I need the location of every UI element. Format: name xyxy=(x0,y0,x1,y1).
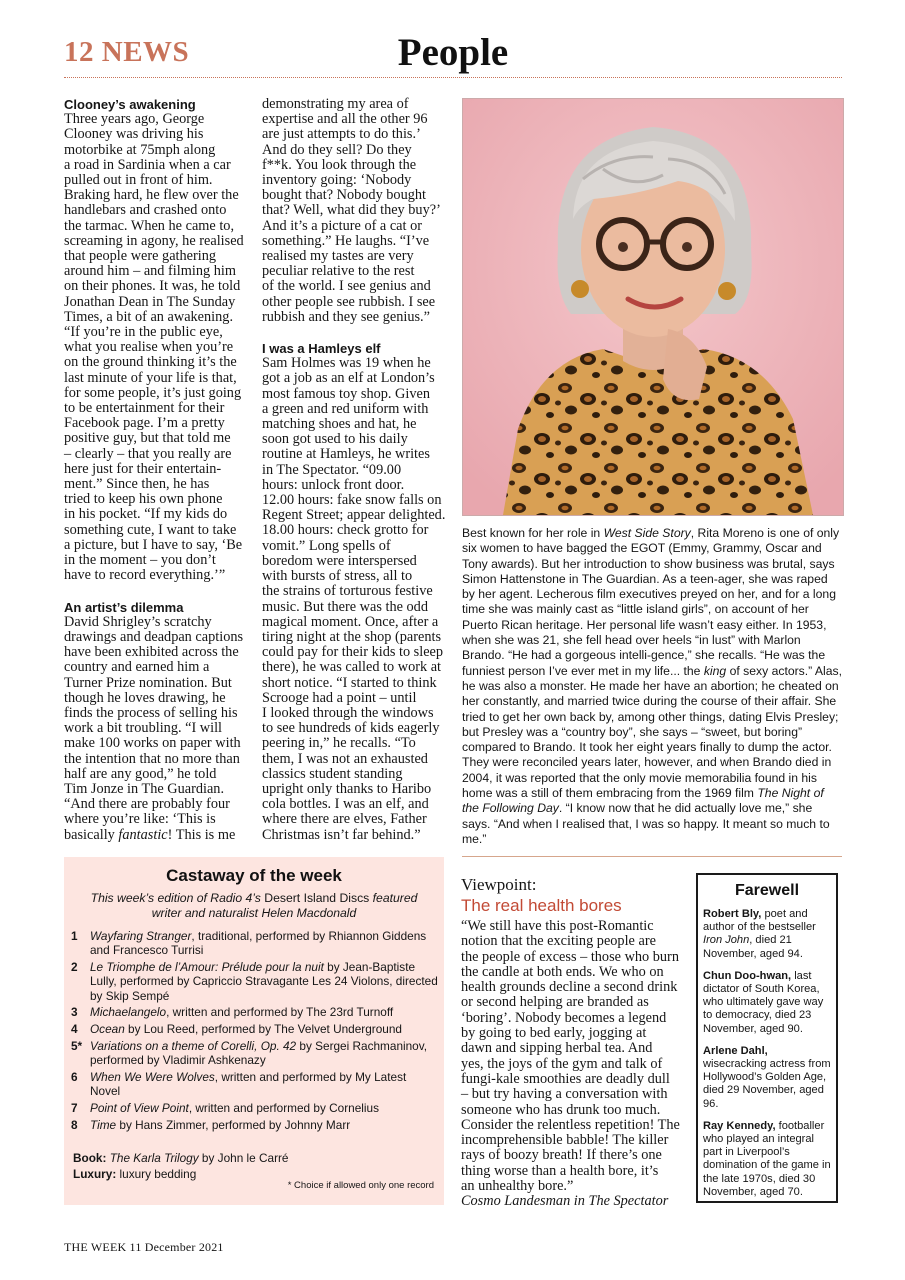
text-line: matching shoes and hat, he xyxy=(262,416,417,433)
shrigley-continued xyxy=(262,97,447,325)
text-line: realised my tastes are very xyxy=(262,248,414,265)
track-title: Time xyxy=(90,1118,117,1133)
text-line: Tim Jonze in The Guardian. xyxy=(64,780,225,797)
text-line: yes, the joys of the gym and talk of xyxy=(461,1055,663,1072)
track-number: 2 xyxy=(71,960,78,975)
text-line: Jonathan Dean in The Sunday xyxy=(64,293,236,310)
text-line: the intention that no more than xyxy=(64,750,240,767)
text-line: ment.” Since then, he has xyxy=(64,476,210,493)
text-line: by going to bed early, jogging at xyxy=(461,1025,647,1042)
text-line: dawn and sipping herbal tea. And xyxy=(461,1040,653,1057)
text-line: someone who has drunk too much. xyxy=(461,1101,661,1118)
text-line: where there are elves, Father xyxy=(262,811,427,828)
text-line: around him – and filming him xyxy=(64,263,236,280)
text-line: upright only thanks to Haribo xyxy=(262,780,432,797)
text-line: ‘boring’. Nobody becomes a legend xyxy=(461,1009,667,1026)
text-line: “If you’re in the public eye, xyxy=(64,324,223,341)
text-line: a picture, but I have to say, ‘Be xyxy=(64,536,243,553)
farewell-list xyxy=(703,908,831,1199)
track-title: Variations on a theme of Corelli, Op. 42 xyxy=(90,1039,297,1054)
hamleys-heading: I was a Hamleys elf xyxy=(262,341,381,357)
farewell-box xyxy=(696,873,838,1203)
text-line: Regent Street; appear delighted. xyxy=(262,507,446,524)
page-number: 12 NEWS xyxy=(64,36,190,68)
text-line: notion that the exciting people are xyxy=(461,933,656,950)
track-number: 1 xyxy=(71,929,78,943)
text-line: here just for their entertain- xyxy=(64,460,222,477)
viewpoint-body xyxy=(461,919,683,1194)
farewell-entry: Chun Doo-hwan, last dictator of South Korea, who ultimately gave way to democracy, died 23 November, aged 90. xyxy=(703,969,824,1035)
viewpoint-attribution: Cosmo Landesman in The Spectator xyxy=(461,1193,669,1210)
track-title: Wayfaring Stranger xyxy=(90,929,192,943)
text-line: a green and red uniform with xyxy=(262,400,429,417)
header-divider xyxy=(64,77,842,78)
text-line: screaming in agony, he realised xyxy=(64,232,244,249)
text-line: And it’s a picture of a cat or xyxy=(262,217,422,234)
track-credit: by Hans Zimmer, performed by Johnny Marr xyxy=(116,1118,351,1133)
track-item xyxy=(71,1070,439,1098)
shrigley-last-line: basically fantastic! This is me xyxy=(64,826,236,843)
text-line: pulled out in front of him. xyxy=(64,172,213,189)
text-line: I looked through the windows xyxy=(262,704,434,721)
track-number: 7 xyxy=(71,1101,78,1116)
text-line: got a job as an elf at London’s xyxy=(262,370,435,387)
portrait-illustration xyxy=(463,99,843,515)
text-line: on their phones. It was, he told xyxy=(64,278,241,295)
track-title: Le Triomphe de l’Amour: Prélude pour la nuit xyxy=(90,960,324,975)
track-title: Point of View Point xyxy=(90,1101,189,1116)
portrait-photo xyxy=(462,98,844,516)
text-line: to see hundreds of kids eagerly xyxy=(262,720,440,737)
track-credit: , written and performed by The 23rd Turnoff xyxy=(166,1005,394,1020)
text-line: tried to keep his own phone xyxy=(64,491,223,508)
track-item xyxy=(71,929,439,957)
text-line: positive guy, but that told me xyxy=(64,430,231,447)
text-line: Christmas isn’t far behind.” xyxy=(262,826,421,843)
text-line: other people see rubbish. I see xyxy=(262,293,436,310)
text-line: that? Well, what did they buy?’ xyxy=(262,202,441,219)
track-number: 4 xyxy=(71,1022,78,1037)
page-footer: THE WEEK 11 December 2021 xyxy=(64,1240,224,1254)
text-line: “We still have this post-Romantic xyxy=(461,918,654,934)
text-line: Braking hard, he flew over the xyxy=(64,187,239,204)
text-line: what you realise when you’re xyxy=(64,339,234,356)
text-line: Consider the relentless repetition! The xyxy=(461,1116,680,1133)
luxury-choice: Luxury: luxury bedding xyxy=(73,1167,197,1181)
text-line: Sam Holmes was 19 when he xyxy=(262,355,431,372)
track-item xyxy=(71,1039,439,1067)
track-title: Ocean xyxy=(90,1022,125,1037)
text-line: Three years ago, George xyxy=(64,111,205,128)
text-line: for some people, it’s just going xyxy=(64,384,242,401)
text-line: health grounds decline a second drink xyxy=(461,979,678,996)
text-line: expertise and all the other 96 xyxy=(262,111,428,128)
text-line: them, I was not an exhausted xyxy=(262,750,428,767)
text-line: David Shrigley’s scratchy xyxy=(64,613,212,630)
text-line: with bursts of stress, all to xyxy=(262,568,413,585)
text-line: in The Spectator. “09.00 xyxy=(262,461,402,478)
clooney-heading: Clooney’s awakening xyxy=(64,97,196,112)
track-item xyxy=(71,1118,439,1132)
column-2 xyxy=(262,97,447,843)
track-credit: by Sergei Rachmaninov, performed by Vladimir Ashkenazy xyxy=(90,1039,428,1068)
text-line: a road in Sardinia when a car xyxy=(64,156,231,173)
text-line: half are any good,” he told xyxy=(64,765,217,782)
book-choice: Book: The Karla Trilogy by John le Carré xyxy=(73,1151,289,1165)
track-credit: , written and performed by Cornelius xyxy=(188,1101,379,1116)
hamleys-body xyxy=(262,356,447,843)
text-line: rubbish and they see genius.” xyxy=(262,308,430,325)
text-line: could pay for their kids to sleep xyxy=(262,644,444,661)
text-line: thing worse than a health bore, it’s xyxy=(461,1162,659,1179)
text-line: “And there are probably four xyxy=(64,796,230,813)
text-line: finds the process of selling his xyxy=(64,704,238,721)
text-line: country and earned him a xyxy=(64,659,210,676)
text-line: or second helping are branded as xyxy=(461,994,649,1011)
text-line: short notice. “I started to think xyxy=(262,674,437,691)
track-number: 3 xyxy=(71,1005,78,1020)
text-line: have been exhibited across the xyxy=(64,644,239,661)
text-line: an unhealthy bore.” xyxy=(461,1178,574,1195)
text-line: that people were gathering xyxy=(64,248,217,265)
text-line: something.” He laughs. “I’ve xyxy=(262,232,430,249)
text-line: make 100 works on paper with xyxy=(64,735,241,752)
track-item xyxy=(71,1101,439,1115)
text-line: inventory going: ‘Nobody xyxy=(262,172,412,189)
text-line: where you’re like: ‘This is xyxy=(64,811,216,828)
shrigley-body xyxy=(64,615,249,828)
text-line: f**k. You look through the xyxy=(262,156,417,173)
track-item xyxy=(71,1022,439,1036)
text-line: on the ground thinking it’s the xyxy=(64,354,237,371)
track-credit: by Lou Reed, performed by The Velvet Underground xyxy=(124,1022,402,1037)
text-line: Facebook page. I’m a pretty xyxy=(64,415,225,432)
text-line: rays of boozy breath! If there’s one xyxy=(461,1147,662,1164)
text-line: most famous toy shop. Given xyxy=(262,385,430,402)
text-line: 12.00 hours: fake snow falls on xyxy=(262,492,442,509)
text-line: though he loves drawing, he xyxy=(64,689,226,706)
caption-divider xyxy=(462,856,842,857)
text-line: to be entertainment for their xyxy=(64,400,225,417)
text-line: fungi-kale smoothies are deadly dull xyxy=(461,1070,670,1087)
text-line: have to record everything.’” xyxy=(64,567,226,584)
text-line: vomit.” Long spells of xyxy=(262,537,391,554)
track-number: 5* xyxy=(71,1039,83,1054)
castaway-title: Castaway of the week xyxy=(166,866,342,885)
farewell-title: Farewell xyxy=(734,882,800,899)
text-line: demonstrating my area of xyxy=(262,96,409,112)
viewpoint-label: Viewpoint: xyxy=(461,875,537,894)
text-line: And do they sell? Do they xyxy=(262,141,412,158)
text-line: drawings and deadpan captions xyxy=(64,628,244,645)
text-line: there), he was called to work at xyxy=(262,659,442,676)
shrigley-heading: An artist’s dilemma xyxy=(64,599,184,615)
track-credit: , traditional, performed by Rhiannon Giddens and Francesco Turrisi xyxy=(90,929,427,958)
viewpoint-column xyxy=(461,875,683,1210)
text-line: bought that? Nobody bought xyxy=(262,187,427,204)
text-line: – but try having a conversation with xyxy=(461,1086,668,1103)
text-line: cola bottles. I was an elf, and xyxy=(262,796,429,813)
castaway-footnote: * Choice if allowed only one record xyxy=(287,1180,434,1191)
text-line: peculiar relative to the rest xyxy=(262,263,415,280)
text-line: boredom were interspersed xyxy=(262,552,417,569)
text-line: the strains of torturous festive xyxy=(262,583,433,600)
farewell-entry: Arlene Dahl, wisecracking actress from Hollywood’s Golden Age, died 29 November, aged 96. xyxy=(703,1044,831,1110)
text-line: last minute of your life is that, xyxy=(64,369,237,386)
text-line: of the world. I see genius and xyxy=(262,278,431,295)
track-number: 8 xyxy=(71,1118,78,1133)
text-line: the tarmac. When he came to, xyxy=(64,217,235,234)
track-list xyxy=(71,929,439,1135)
viewpoint-title: The real health bores xyxy=(461,896,622,915)
section-title: People xyxy=(397,31,509,74)
track-credit: by Jean-Baptiste Lully, performed by Capriccio Stravagante Les 24 Violons, directed by Skip Sempé xyxy=(90,960,438,1003)
text-line: music. But there was the odd xyxy=(262,598,428,615)
castaway-box xyxy=(64,857,444,1205)
text-line: Turner Prize nomination. But xyxy=(64,674,232,691)
text-line: routine at Hamleys, he writes xyxy=(262,446,430,463)
text-line: incomprehensible babble! The killer xyxy=(461,1132,669,1149)
track-item xyxy=(71,960,439,1003)
text-line: the people of excess – those who burn xyxy=(461,948,679,965)
text-line: hours: unlock front door. xyxy=(262,476,405,493)
castaway-subtitle: This week’s edition of Radio 4’s Desert Island Discs featured writer and naturalist Helen Macdonald xyxy=(90,891,418,920)
text-line: something cute, I want to take xyxy=(64,521,237,538)
text-line: peering in,” he recalls. “To xyxy=(262,735,416,752)
photo-caption: Best known for her role in West Side Story, Rita Moreno is one of only six women to have bagged the EGOT (Emmy, Grammy, Oscar and Tony awards). But her introduction to show business was brutal, says Simon Hattenstone in The Guardian. As a teen-ager, she was raped by her agent. Lecherous film executives preyed on her, and for a long time she was mainly cast as “little island girls”, on account of her Puerto Rican heritage. Her personal life wasn’t easy either. In 1953, when she was 21, she fell head over heels “in lust” with Marlon Brando. “He had a gorgeous intelli-gence,” she recalls. “He was the funniest person I’ve ever met in my life... the king of sexy actors.” Alas, he was also a monster. He made her have an abortion; he cheated on her constantly, and married twice during the course of their affair. She tried to get her own back by, among other things, dating Elvis Presley; but Presley was a “country boy”, she says – “sweet, but boring” compared to Brando. It took her eight years finally to dump the actor. They were reconciled years later, however, and when Brando died in 2004, it was reported that the only movie memorabilia found in his home was a still of them embracing from the 1969 film The Night of the Following Day. “I know now that he did actually love me,” she says. “And when I realised that, I was so happy. It meant so much to me.” xyxy=(462,526,843,846)
track-title: When We Were Wolves xyxy=(90,1070,215,1085)
text-line: Scrooge had a point – until xyxy=(262,689,417,706)
text-line: soon got used to his daily xyxy=(262,431,408,448)
track-credit: , written and performed by My Latest Novel xyxy=(90,1070,407,1099)
text-line: tiring night at the shop (parents xyxy=(262,628,442,645)
track-title: Michaelangelo xyxy=(90,1005,167,1020)
text-line: in the moment – you don’t xyxy=(64,552,216,569)
text-line: are just attempts to do this.’ xyxy=(262,126,421,143)
page-header xyxy=(64,30,842,80)
track-number: 6 xyxy=(71,1070,78,1085)
text-line: work a bit troubling. “I will xyxy=(64,720,223,737)
text-line: – clearly – that you really are xyxy=(64,445,232,462)
text-line: classics student standing xyxy=(262,765,403,782)
clooney-body xyxy=(64,112,249,583)
text-line: in his pocket. “If my kids do xyxy=(64,506,228,523)
column-1 xyxy=(64,97,249,843)
text-line: motorbike at 75mph along xyxy=(64,141,216,158)
text-line: the candle at both ends. We who on xyxy=(461,963,664,980)
text-line: magical moment. Once, after a xyxy=(262,613,439,630)
track-item xyxy=(71,1005,439,1019)
text-line: handlebars and crashed onto xyxy=(64,202,227,219)
farewell-entry: Ray Kennedy, footballer who played an integral part in Liverpool’s domination of the game in the late 1970s, died 30 November, aged 70. xyxy=(703,1119,831,1198)
text-line: 18.00 hours: check grotto for xyxy=(262,522,429,539)
text-line: Times, a bit of an awakening. xyxy=(64,308,234,325)
text-line: Clooney was driving his xyxy=(64,126,204,143)
farewell-entry: Robert Bly, poet and author of the bestseller Iron John, died 21 November, aged 94. xyxy=(703,908,816,960)
